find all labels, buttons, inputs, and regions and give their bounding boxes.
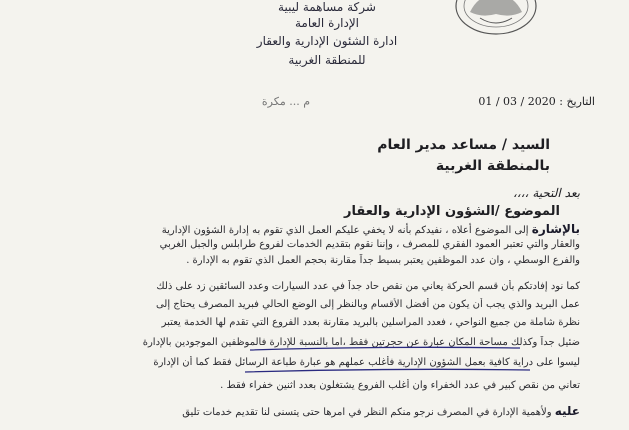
lead-word-therefore: عليه (554, 404, 580, 418)
date-field: التاريخ : 2020 / 03 / 01 (478, 95, 595, 108)
header-company: شركة مساهمة ليبية (278, 0, 376, 14)
body-line: نظرة شاملة من جميع النواحي ، فعدد المراسلين بالبريد مقارنة بعدد الفروع التي تقدم لها الخدمة يعتبر (161, 317, 580, 328)
date-label: التاريخ (566, 95, 595, 108)
body-line: تعاني من نقص كبير في عدد الخفراء وان أغلب الفروع يشتغلون بعدد اثنين خفراء فقط . (220, 380, 580, 391)
reference-field: م ... مكرة (261, 95, 310, 108)
addressee-region: بالمنطقة الغربية (435, 158, 550, 174)
body-line: ضئيل جداً وكذلك مساحة المكان عبارة عن حجرتين فقط ،اما بالنسبة للإدارة فالموظفين الموجودين بالإدارة (142, 337, 580, 348)
body-line: والفرع الوسطي ، وان عدد الموظفين يعتبر بسيط جداً مقارنة بحجم العمل الذي تقوم به الإدارة . (186, 255, 580, 266)
header-region: للمنطقة الغربية (288, 53, 366, 67)
addressee-title: السيد / مساعد مدير العام (377, 137, 550, 153)
date-value: 2020 / 03 / 01 (478, 95, 556, 108)
greeting: بعد التحية ،،،، (513, 186, 580, 200)
lead-word-reference: بالإشارة (531, 222, 580, 236)
subject-line: الموضوع /الشؤون الإدارية والعقار (343, 204, 560, 219)
body-line: عمل البريد والذي يجب أن يكون من أفضل الأقسام وبالنظر إلى الوضع الحالي فبريد المصرف يحتاج إلى (155, 299, 580, 310)
body-line: ليسوا على دراية كافية بعمل الشؤون الإدارية فأغلب عملهم هو عبارة طباعة الرسائل فقط كما أن الإدارة (153, 357, 580, 368)
body-line (60, 404, 580, 420)
body-text: إلى الموضوع أعلاه ، نفيدكم بأنه لا يخفي عليكم العمل الذي تقوم به إدارة الشؤون الإدارية (161, 225, 529, 236)
body-line: والعقار والتي تعتبر العمود الفقري للمصرف ، وإننا نقوم بتقديم الخدمات لفروع طرابلس والجبل الغربي (159, 239, 580, 250)
body-text: ولأهمية الإدارة في المصرف نرجو منكم النظر في امرها حتى يتسنى لنا تقديم خدمات تليق (182, 407, 552, 418)
body-line: كما نود إفادتكم بأن قسم الحركة يعاني من نقص حاد جداً في عدد السيارات وعدد السائقين زد على ذلك (156, 281, 580, 292)
header-department: الإدارة العامة (294, 16, 360, 30)
header-division: ادارة الشئون الإدارية والعقار (256, 34, 398, 48)
